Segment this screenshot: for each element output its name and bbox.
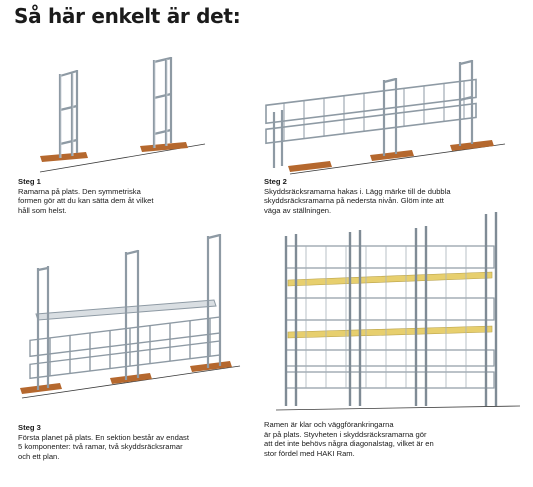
- final-scaffold-illustration: [270, 210, 533, 415]
- page-title: Så här enkelt är det:: [14, 4, 241, 28]
- step-1-caption: [18, 177, 248, 215]
- step-3-illustration: [0, 228, 260, 403]
- step-1-line-2: formen gör att du kan sätta dem åt vilket: [18, 196, 154, 206]
- step-1-heading: Steg 1: [18, 177, 41, 186]
- step-3-heading: Steg 3: [18, 423, 41, 432]
- step-1-line-3: håll som helst.: [18, 205, 67, 215]
- step-3-line-2: 5 komponenter: två ramar, två skyddsräcksramar: [18, 442, 183, 452]
- step-2-line-3: väga av ställningen.: [264, 205, 332, 215]
- step-3-line-1: Första planet på plats. En sektion består av endast: [18, 432, 189, 442]
- scaffold-frames-drawing: [0, 40, 260, 175]
- scaffold-guardrails-drawing: [260, 40, 533, 175]
- step-2-line-1: Skyddsräcksramarna hakas i. Lägg märke till de dubbla: [264, 186, 451, 196]
- step-1-line-1: Ramarna på plats. Den symmetriska: [18, 186, 141, 196]
- final-line-2: är på plats. Styvheten i skyddsräcksramarna gör: [264, 429, 427, 439]
- step-2-caption: [264, 177, 526, 215]
- step-2-illustration: [260, 40, 533, 175]
- scaffold-first-deck-drawing: [0, 228, 260, 403]
- final-caption: [264, 420, 526, 458]
- step-1-illustration: [0, 40, 260, 175]
- step-3-line-3: och ett plan.: [18, 451, 60, 461]
- final-line-3: att det inte behövs några diagonalstag, vilket är en: [264, 439, 434, 449]
- final-line-4: stor fördel med HAKI Ram.: [264, 448, 355, 458]
- step-2-line-2: skyddsräcksramarna på nedersta nivån. Glöm inte att: [264, 196, 444, 206]
- step-2-heading: Steg 2: [264, 177, 287, 186]
- step-3-caption: [18, 423, 258, 461]
- scaffold-complete-drawing: [270, 210, 533, 415]
- final-line-1: Ramen är klar och väggförankringarna: [264, 420, 394, 429]
